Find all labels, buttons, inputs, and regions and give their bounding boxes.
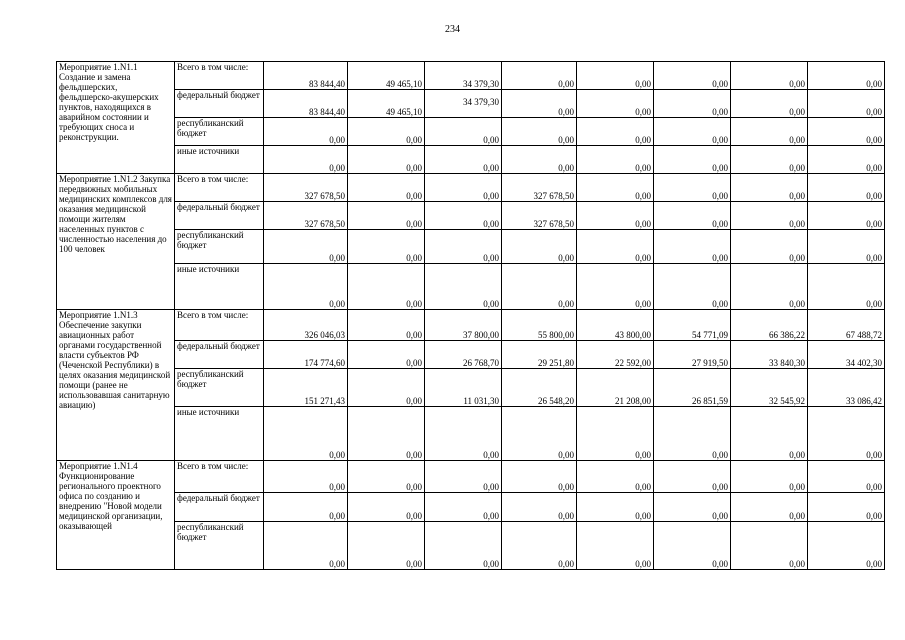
- amount-cell: 0,00: [348, 202, 425, 230]
- amount-cell: 43 800,00: [577, 310, 654, 341]
- amount-cell: 34 379,30: [425, 90, 502, 118]
- amount-cell: 0,00: [425, 264, 502, 310]
- amount-cell: 26 548,20: [502, 369, 577, 407]
- funding-source: Всего в том числе:: [175, 461, 264, 493]
- table-row: [57, 461, 885, 493]
- amount-cell: 0,00: [425, 174, 502, 202]
- measure-title: Мероприятие 1.N1.2 Закупка передвижных мобильных медицинских комплексов для оказания медицинской помощи жителям населенных пунктов с численностью населения до 100 человек: [57, 174, 175, 310]
- amount-cell: 0,00: [264, 522, 348, 570]
- table-row: [57, 310, 885, 341]
- amount-cell: 0,00: [577, 493, 654, 522]
- amount-cell: 0,00: [808, 90, 885, 118]
- table-row: [57, 407, 885, 461]
- amount-cell: 0,00: [425, 118, 502, 146]
- amount-cell: 26 768,70: [425, 341, 502, 369]
- amount-cell: 27 919,50: [654, 341, 731, 369]
- amount-cell: 83 844,40: [264, 62, 348, 90]
- table-row: [57, 493, 885, 522]
- amount-cell: 0,00: [654, 62, 731, 90]
- amount-cell: 0,00: [577, 90, 654, 118]
- amount-cell: 54 771,09: [654, 310, 731, 341]
- funding-source: Всего в том числе:: [175, 310, 264, 341]
- amount-cell: 327 678,50: [264, 202, 348, 230]
- amount-cell: 0,00: [654, 264, 731, 310]
- amount-cell: 0,00: [348, 369, 425, 407]
- measure-title: Мероприятие 1.N1.3 Обеспечение закупки авиационных работ органами государственной власти субъектов РФ (Чеченской Республики) в целях оказания медицинской помощи (ранее не использовавшая санитарную авиацию): [57, 310, 175, 461]
- amount-cell: 0,00: [654, 230, 731, 264]
- amount-cell: 0,00: [731, 90, 808, 118]
- amount-cell: 0,00: [808, 174, 885, 202]
- table-row: [57, 118, 885, 146]
- amount-cell: 0,00: [731, 461, 808, 493]
- funding-source: федеральный бюджет: [175, 90, 264, 118]
- table-row: [57, 202, 885, 230]
- funding-source: иные источники: [175, 407, 264, 461]
- amount-cell: 0,00: [654, 522, 731, 570]
- amount-cell: 0,00: [502, 62, 577, 90]
- amount-cell: 0,00: [654, 118, 731, 146]
- table-row: [57, 264, 885, 310]
- amount-cell: 0,00: [808, 264, 885, 310]
- table-row: [57, 230, 885, 264]
- funding-source: республиканский бюджет: [175, 369, 264, 407]
- amount-cell: 0,00: [808, 407, 885, 461]
- amount-cell: 0,00: [654, 174, 731, 202]
- amount-cell: 0,00: [425, 407, 502, 461]
- table-row: [57, 341, 885, 369]
- amount-cell: 0,00: [502, 522, 577, 570]
- amount-cell: 0,00: [502, 264, 577, 310]
- amount-cell: 49 465,10: [348, 90, 425, 118]
- amount-cell: 0,00: [577, 461, 654, 493]
- table-row: [57, 90, 885, 118]
- amount-cell: 0,00: [808, 202, 885, 230]
- amount-cell: 0,00: [348, 310, 425, 341]
- funding-source: республиканский бюджет: [175, 230, 264, 264]
- amount-cell: 0,00: [654, 90, 731, 118]
- amount-cell: 32 545,92: [731, 369, 808, 407]
- amount-cell: 0,00: [808, 493, 885, 522]
- amount-cell: 0,00: [808, 146, 885, 174]
- amount-cell: 0,00: [731, 174, 808, 202]
- amount-cell: 0,00: [577, 264, 654, 310]
- amount-cell: 0,00: [577, 62, 654, 90]
- amount-cell: 67 488,72: [808, 310, 885, 341]
- budget-table: [56, 61, 885, 570]
- amount-cell: 0,00: [425, 146, 502, 174]
- table-row: [57, 522, 885, 570]
- amount-cell: 0,00: [425, 522, 502, 570]
- funding-source: федеральный бюджет: [175, 341, 264, 369]
- amount-cell: 55 800,00: [502, 310, 577, 341]
- amount-cell: 0,00: [731, 407, 808, 461]
- amount-cell: 0,00: [348, 341, 425, 369]
- amount-cell: 0,00: [264, 264, 348, 310]
- amount-cell: 0,00: [502, 90, 577, 118]
- funding-source: иные источники: [175, 146, 264, 174]
- amount-cell: 0,00: [425, 202, 502, 230]
- amount-cell: 34 402,30: [808, 341, 885, 369]
- amount-cell: 0,00: [348, 461, 425, 493]
- funding-source: федеральный бюджет: [175, 202, 264, 230]
- amount-cell: 0,00: [808, 461, 885, 493]
- funding-source: республиканский бюджет: [175, 522, 264, 570]
- amount-cell: 0,00: [654, 493, 731, 522]
- measure-title: Мероприятие 1.N1.4 Функционирование регионального проектного офиса по созданию и внедрению "Новой модели медицинской организации, оказывающей: [57, 461, 175, 570]
- amount-cell: 327 678,50: [502, 202, 577, 230]
- amount-cell: 0,00: [654, 461, 731, 493]
- amount-cell: 0,00: [731, 264, 808, 310]
- amount-cell: 0,00: [731, 493, 808, 522]
- amount-cell: 83 844,40: [264, 90, 348, 118]
- amount-cell: 174 774,60: [264, 341, 348, 369]
- table-row: [57, 146, 885, 174]
- amount-cell: 0,00: [731, 522, 808, 570]
- amount-cell: 29 251,80: [502, 341, 577, 369]
- amount-cell: 0,00: [577, 202, 654, 230]
- amount-cell: 0,00: [577, 407, 654, 461]
- amount-cell: 0,00: [425, 230, 502, 264]
- amount-cell: 0,00: [502, 493, 577, 522]
- table-row: [57, 174, 885, 202]
- amount-cell: 0,00: [264, 230, 348, 264]
- funding-source: Всего в том числе:: [175, 174, 264, 202]
- amount-cell: 0,00: [502, 230, 577, 264]
- funding-source: федеральный бюджет: [175, 493, 264, 522]
- amount-cell: 0,00: [502, 407, 577, 461]
- amount-cell: 327 678,50: [502, 174, 577, 202]
- amount-cell: 0,00: [731, 62, 808, 90]
- amount-cell: 0,00: [808, 62, 885, 90]
- funding-source: иные источники: [175, 264, 264, 310]
- table-row: [57, 369, 885, 407]
- amount-cell: 11 031,30: [425, 369, 502, 407]
- amount-cell: 0,00: [808, 522, 885, 570]
- amount-cell: 151 271,43: [264, 369, 348, 407]
- amount-cell: 34 379,30: [425, 62, 502, 90]
- amount-cell: 327 678,50: [264, 174, 348, 202]
- measure-title: Мероприятие 1.N1.1 Создание и замена фельдшерских, фельдшерско-акушерских пунктов, находящихся в аварийном состоянии и требующих сноса и реконструкции.: [57, 62, 175, 174]
- amount-cell: 0,00: [502, 118, 577, 146]
- amount-cell: 0,00: [264, 407, 348, 461]
- amount-cell: 0,00: [502, 146, 577, 174]
- amount-cell: 0,00: [264, 461, 348, 493]
- amount-cell: 0,00: [577, 118, 654, 146]
- amount-cell: 66 386,22: [731, 310, 808, 341]
- amount-cell: 0,00: [348, 146, 425, 174]
- amount-cell: 0,00: [348, 230, 425, 264]
- amount-cell: 0,00: [348, 264, 425, 310]
- amount-cell: 0,00: [264, 146, 348, 174]
- amount-cell: 0,00: [808, 230, 885, 264]
- amount-cell: 37 800,00: [425, 310, 502, 341]
- amount-cell: 33 840,30: [731, 341, 808, 369]
- amount-cell: 21 208,00: [577, 369, 654, 407]
- amount-cell: 0,00: [348, 407, 425, 461]
- amount-cell: 0,00: [808, 118, 885, 146]
- amount-cell: 0,00: [654, 146, 731, 174]
- amount-cell: 0,00: [348, 493, 425, 522]
- amount-cell: 26 851,59: [654, 369, 731, 407]
- amount-cell: 0,00: [264, 118, 348, 146]
- amount-cell: 49 465,10: [348, 62, 425, 90]
- amount-cell: 0,00: [577, 174, 654, 202]
- amount-cell: 0,00: [502, 461, 577, 493]
- table-row: [57, 62, 885, 90]
- amount-cell: 0,00: [731, 146, 808, 174]
- amount-cell: 0,00: [348, 174, 425, 202]
- funding-source: республиканский бюджет: [175, 118, 264, 146]
- amount-cell: 0,00: [264, 493, 348, 522]
- funding-source: Всего в том числе:: [175, 62, 264, 90]
- amount-cell: 0,00: [425, 461, 502, 493]
- amount-cell: 0,00: [731, 118, 808, 146]
- page-number: 234: [445, 24, 460, 35]
- amount-cell: 0,00: [731, 230, 808, 264]
- amount-cell: 22 592,00: [577, 341, 654, 369]
- amount-cell: 0,00: [577, 522, 654, 570]
- amount-cell: 0,00: [731, 202, 808, 230]
- amount-cell: 33 086,42: [808, 369, 885, 407]
- amount-cell: 0,00: [577, 146, 654, 174]
- amount-cell: 0,00: [577, 230, 654, 264]
- amount-cell: 0,00: [654, 407, 731, 461]
- amount-cell: 326 046,03: [264, 310, 348, 341]
- amount-cell: 0,00: [348, 118, 425, 146]
- amount-cell: 0,00: [348, 522, 425, 570]
- amount-cell: 0,00: [425, 493, 502, 522]
- amount-cell: 0,00: [654, 202, 731, 230]
